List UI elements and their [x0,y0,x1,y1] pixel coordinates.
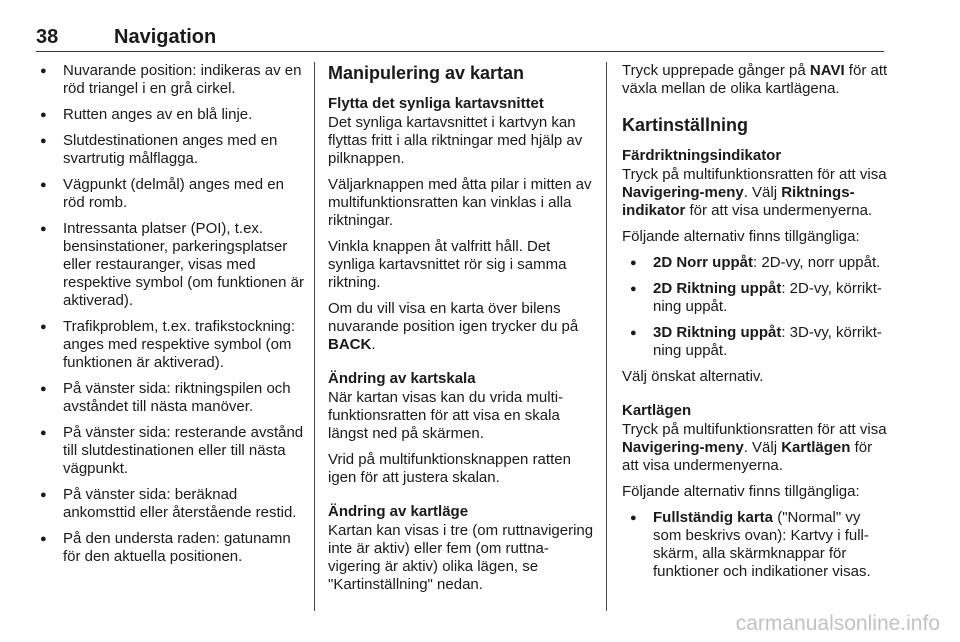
list-item: ● På vänster sida: riktningspilen och avståndet till nästa manöver. [36,380,304,416]
paragraph: Välj önskat alternativ. [622,368,764,385]
map-mode-options-list [622,509,888,581]
list-item: ● På vänster sida: beräknad ankomsttid eller återstående restid. [36,486,304,522]
page-header [36,26,884,52]
navi-key-label: NAVI [809,62,845,79]
list-item: ● Vägpunkt (delmål) anges med en röd romb. [36,176,304,212]
paragraph: När kartan visas kan du vrida multifunktionsratten för att visa en skala längst ned på skärmen. [328,389,564,442]
column-3 [622,62,888,589]
map-settings-title: Kartinställning [622,115,749,135]
list-item: ● På den understa raden: gatunamn för den aktuella positionen. [36,530,304,566]
paragraph: Vrid på multifunktionsknappen ratten igen för att justera skalan. [328,451,571,486]
paragraph: Tryck på multifunktionsratten för att visa Navigering-meny. Välj Riktningsindikator för att visa undermenyerna. [622,166,887,219]
paragraph: Vinkla knappen åt valfritt håll. Det synliga kartavsnittet rör sig i samma riktning. [328,238,567,291]
paragraph: Tryck upprepade gånger på NAVI för att växla mellan de olika kartlägena. [622,62,888,97]
paragraph: Om du vill visa en karta över bilens nuvarande position igen trycker du på BACK. [328,300,579,353]
watermark: carmanualsonline.info [735,612,940,635]
column-2 [328,62,594,602]
paragraph: Följande alternativ finns tillgängliga: [622,483,860,500]
list-item: ● Fullständig karta ("Normal" vy som beskrivs ovan): Kartvy i fullskärm, alla skärmknappar för funktioner och indikationer visas. [626,509,888,581]
subheading-map-scale: Ändring av kartskala [328,370,476,387]
list-item: ● Rutten anges av en blå linje. [36,106,304,124]
paragraph: Väljarknappen med åtta pilar i mitten av multifunktionsratten kan vinklas i alla riktningar. [328,176,592,229]
subheading-move-map: Flytta det synliga kartavsnittet [328,95,544,112]
column-divider-1 [314,62,315,611]
map-symbols-list [36,62,304,566]
subheading-direction-indicator: Färdriktningsindikator [622,147,782,164]
paragraph: Tryck på multifunktionsratten för att visa Navigering-meny. Välj Kartlägen för att visa undermenyerna. [622,421,887,474]
subheading-map-mode: Ändring av kartläge [328,503,469,520]
list-item: ● Slutdestinationen anges med en svartrutig målflagga. [36,132,304,168]
list-item: ● 2D Norr uppåt: 2D-vy, norr uppåt. [626,254,888,272]
paragraph: Det synliga kartavsnittet i kartvyn kan flyttas fritt i alla riktningar med hjälp av pilknappen. [328,114,583,167]
list-item: ● 2D Riktning uppåt: 2D-vy, körriktning uppåt. [626,280,888,316]
section-title: Navigation [114,26,217,48]
list-item: ● Intressanta platser (POI), t.ex. bensinstationer, parkeringsplatser eller restauranger, visas med respektive symbol (om funktionen är aktiverad). [36,220,304,310]
subheading-map-modes: Kartlägen [622,402,692,419]
column-1 [36,62,304,574]
page-number: 38 [36,26,59,48]
list-item: ● Nuvarande position: indikeras av en röd triangel i en grå cirkel. [36,62,304,98]
list-item: ● På vänster sida: resterande avstånd till slutdestinationen eller till nästa vägpunkt. [36,424,304,478]
map-manipulation-title: Manipulering av kartan [328,63,525,83]
list-item: ● 3D Riktning uppåt: 3D-vy, körriktning uppåt. [626,324,888,360]
column-divider-2 [606,62,607,611]
direction-options-list [622,254,888,360]
paragraph: Kartan kan visas i tre (om ruttnavigering inte är aktiv) eller fem (om ruttnavigering är aktiv) olika lägen, se "Kartinställning" nedan. [328,522,594,593]
list-item: ● Trafikproblem, t.ex. trafikstockning: anges med respektive symbol (om funktionen är aktiverad). [36,318,304,372]
header-rule [36,51,884,52]
paragraph: Följande alternativ finns tillgängliga: [622,228,860,245]
back-key-label: BACK [328,336,372,353]
